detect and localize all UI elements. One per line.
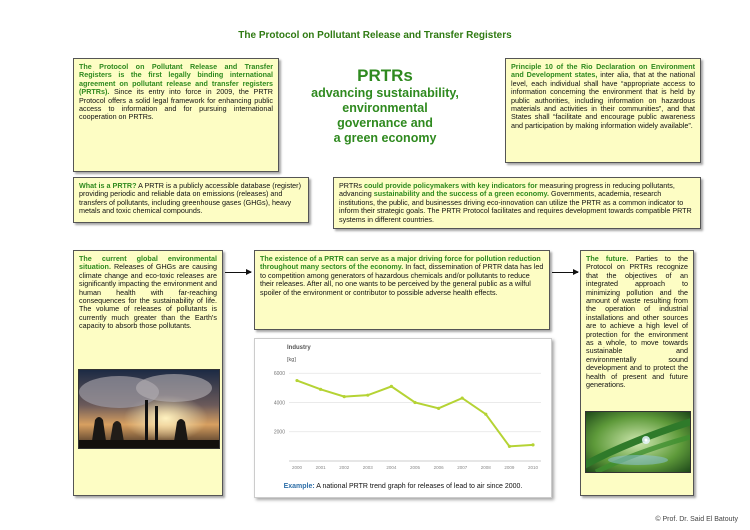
chart-x-tick-label: 2006	[433, 465, 444, 470]
chart-x-tick-label: 2007	[457, 465, 468, 470]
chart-data-point	[295, 379, 298, 382]
rio-principle-bold: Principle 10 of the Rio Declaration on Environment and Development states,	[511, 62, 695, 80]
global-situation-box	[73, 250, 223, 496]
central-heading-line-1: advancing sustainability,	[311, 86, 459, 100]
chart-data-point	[461, 397, 464, 400]
chart-data-point	[437, 407, 440, 410]
chart-data-point	[366, 394, 369, 397]
chart-x-tick-label: 2010	[527, 465, 539, 470]
chart-data-point	[484, 413, 487, 416]
green-leaf-photo	[585, 411, 691, 473]
future-text: Parties to the Protocol on PRTRs recognize that the objectives of an integrated approach to minimizing pollution and the amount of waste resulting from the operation of industrial installations and other sources are to achieve a high level of protection for the environment as a whole, to move towards sustainable and environmentally sound development and to protect the health of present and future generations.	[586, 254, 688, 390]
protocol-intro-box	[73, 58, 279, 172]
global-situation-text: Releases of GHGs are causing climate change and eco-toxic releases are significantly impacting the environment and human health with far-reaching consequences for the sustainability of life. The volume of releases of pollutants is currently much greater than the Earth's capacity to absorb those pollutants.	[79, 262, 217, 331]
chart-y-tick-label: 4000	[273, 400, 285, 407]
what-is-prtr-box	[73, 177, 309, 223]
central-heading-line-4: a green economy	[333, 131, 437, 145]
rio-principle-text: inter alia, that at the national level, each individual shall have “appropriate access to information concerning the environment that is held by public authorities, including information on hazardous materials and activities in their communities”, and that States shall “facilitate and encourage public awareness and participation by making information widely available”.	[511, 70, 695, 130]
future-box	[580, 250, 694, 496]
chart-x-tick-label: 2009	[504, 465, 515, 470]
future-bold: The future.	[586, 254, 629, 263]
chart-x-tick-label: 2002	[339, 465, 350, 470]
lead-release-chart-svg	[255, 339, 551, 484]
policymakers-bold-2: sustainability and the success of a green economy.	[373, 189, 549, 199]
chart-data-point	[343, 395, 346, 398]
chart-x-tick-label: 2003	[362, 465, 373, 470]
protocol-intro-bold: The Protocol on Pollutant Release and Transfer Registers is the first legally binding international agreement on pollutant release and transfer registers (PRTRs).	[79, 62, 273, 97]
what-is-prtr-bold: What is a PRTR?	[79, 181, 137, 190]
chart-x-tick-label: 2004	[386, 465, 397, 470]
chart-data-point	[413, 401, 416, 404]
arrow-situation-to-driving-force	[225, 272, 251, 273]
driving-force-box	[254, 250, 550, 330]
chart-caption	[255, 483, 551, 490]
policymakers-text-3: Governments, academia, research institutions, the public, and businesses driving eco-innovation can utilize the PRTR as a common indicator to inform their strategic goals. The PRTR Protocol facilitates and requires development towards compatible PRTR systems in different countries.	[339, 189, 692, 224]
central-heading-title: PRTRs	[357, 66, 413, 85]
chart-x-tick-label: 2000	[291, 465, 303, 470]
page-title: The Protocol on Pollutant Release and Transfer Registers	[238, 30, 512, 41]
chart-data-point	[531, 443, 534, 446]
policymakers-box	[333, 177, 701, 229]
chart-y-tick-label: 2000	[273, 429, 285, 436]
chart-data-point	[319, 388, 322, 391]
power-plant-photo	[78, 369, 220, 449]
copyright-footer: © Prof. Dr. Said El Batouty	[655, 516, 738, 523]
driving-force-bold: The existence of a PRTR can serve as a major driving force for pollution reduction throughout many sectors of the economy.	[260, 254, 541, 272]
global-situation-bold: The current global environmental situation.	[79, 254, 217, 272]
what-is-prtr-text: A PRTR is a publicly accessible database (register) providing periodic and reliable data on emissions (releases) and transfers of pollutants, including greenhouse gases (GHGs), heavy metals and toxic chemical compounds.	[79, 181, 301, 216]
chart-y-tick-label: 6000	[273, 371, 285, 378]
rio-principle-box	[505, 58, 701, 163]
chart-series-line	[297, 381, 533, 447]
chart-x-tick-label: 2005	[409, 465, 421, 470]
central-heading	[285, 66, 485, 146]
central-heading-line-2: environmental	[342, 101, 428, 115]
chart-x-tick-label: 2008	[480, 465, 491, 470]
chart-x-tick-label: 2001	[315, 465, 326, 470]
chart-title: Industry	[287, 345, 311, 351]
lead-release-chart	[254, 338, 552, 498]
central-heading-line-3: governance and	[337, 116, 433, 130]
arrow-driving-force-to-future	[552, 272, 578, 273]
chart-y-label: [kg]	[287, 357, 296, 363]
chart-data-point	[508, 445, 511, 448]
chart-data-point	[390, 385, 393, 388]
chart-caption-bold: Example:	[283, 483, 315, 490]
chart-caption-text: A national PRTR trend graph for releases of lead to air since 2000.	[314, 483, 523, 490]
protocol-intro-text: Since its entry into force in 2009, the PRTR Protocol offers a solid legal framework for enhancing public access to information and for pursuing international cooperation on PRTRs.	[79, 87, 273, 122]
policymakers-bold-1: could provide policymakers with key indicators for	[364, 181, 538, 190]
policymakers-text-2: measuring progress in reducing pollutants, advancing	[339, 181, 675, 199]
driving-force-text: In fact, dissemination of PRTR data has led to competition among generators of hazardous chemicals and/or pollutants to reduce their releases. After all, no one wants to be perceived by the general public as a wilful spoiler of the environment or contributor to possible adverse health effects.	[260, 262, 544, 297]
policymakers-text-1: PRTRs	[339, 181, 365, 190]
